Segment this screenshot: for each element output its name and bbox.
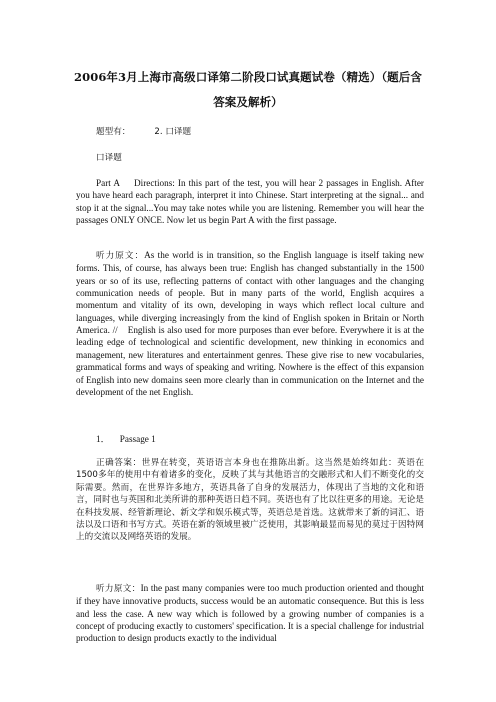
passage-1-text-a: As the world is in transition, so the English language is itself taking new forms. This, of course, has always been true: English has changed substantially in the 1500 years or so of its use, reflecting patterns of contact with other languages and the changing communication needs of people. But in many parts of the world, English acquires a momentum and vitality of its own, developing in ways which reflect local culture and languages, while diverging increasingly from the kind of English spoken in Britain or North America. //: [76, 250, 424, 336]
document-title-line-1: 2006年3月上海市高级口译第二阶段口试真题试卷（精选）（题后含: [74, 70, 422, 84]
document-title-line-2: 答案及解析）: [213, 95, 283, 109]
part-a-directions-block: [76, 177, 424, 226]
answer-1-block: [76, 457, 424, 544]
passage-2-block: [76, 582, 424, 645]
passage-1-block: [76, 249, 424, 398]
passage-1-text-b: English is also used for more purposes than ever before. Everywhere it is at the leading edge of technological and scientific development, new thinking in economics and management, new literatures and entertainment genres. These give rise to new vocabularies, grammatical forms and ways of speaking and writing. Nowhere is the effect of this expansion of English into new domains seen more clearly than in communication on the Internet and the development of the net English.: [76, 325, 425, 397]
question-type-value: 2. 口译题: [154, 127, 192, 137]
answer-label: 正确答案：: [96, 458, 142, 468]
passage-1-label: 听力原文：: [96, 251, 145, 261]
question-number: 1．: [96, 434, 110, 444]
question-item-1: [96, 433, 156, 445]
question-label: Passage 1: [119, 434, 156, 444]
passage-2-label: 听力原文：: [96, 584, 141, 594]
answer-text: 世界在转变，英语语言本身也在推陈出新。这当然是始终如此：英语在1500多年的使用中有着诸多的变化，反映了其与其他语言的交融形式和人们不断变化的交际需要。然而，在世界许多地方，英语具备了自身的发展活力，体现出了当地的文化和语言，同时也与英国和北美所讲的那种英语日趋不同。英语也有了比以往更多的用途。无论是在科技发展、经管新理论、新文学和娱乐模式等，英语总是首选。这就带来了新的词汇、语法以及口语和书写方式。英语在新的领域里被广泛使用，其影响最显而易见的莫过于因特网上的交流以及网络英语的发展。: [76, 458, 424, 543]
part-a-directions: Directions: In this part of the test, you will hear 2 passages in English. After you have heard each paragraph, interpret it into Chinese. Start interpreting at the signal... and stop it at the signal...You may take notes while you are listening. Remember you will hear the passages ONLY ONCE. Now let us begin Part A with the first passage.: [76, 178, 424, 226]
passage-2-text: In the past many companies were too much production oriented and thought if they have innovative products, success would be an automatic consequence. But this is less and less the case. A new way which is followed by a growing number of companies is a concept of producing exactly to customers' specification. It is a special challenge for industrial production to design products exactly to the individual: [76, 583, 424, 644]
question-type-row: [96, 126, 191, 138]
section-heading: 口译题: [96, 153, 122, 163]
part-a-label: Part A: [96, 178, 120, 188]
question-type-label: 题型有：: [96, 127, 131, 137]
